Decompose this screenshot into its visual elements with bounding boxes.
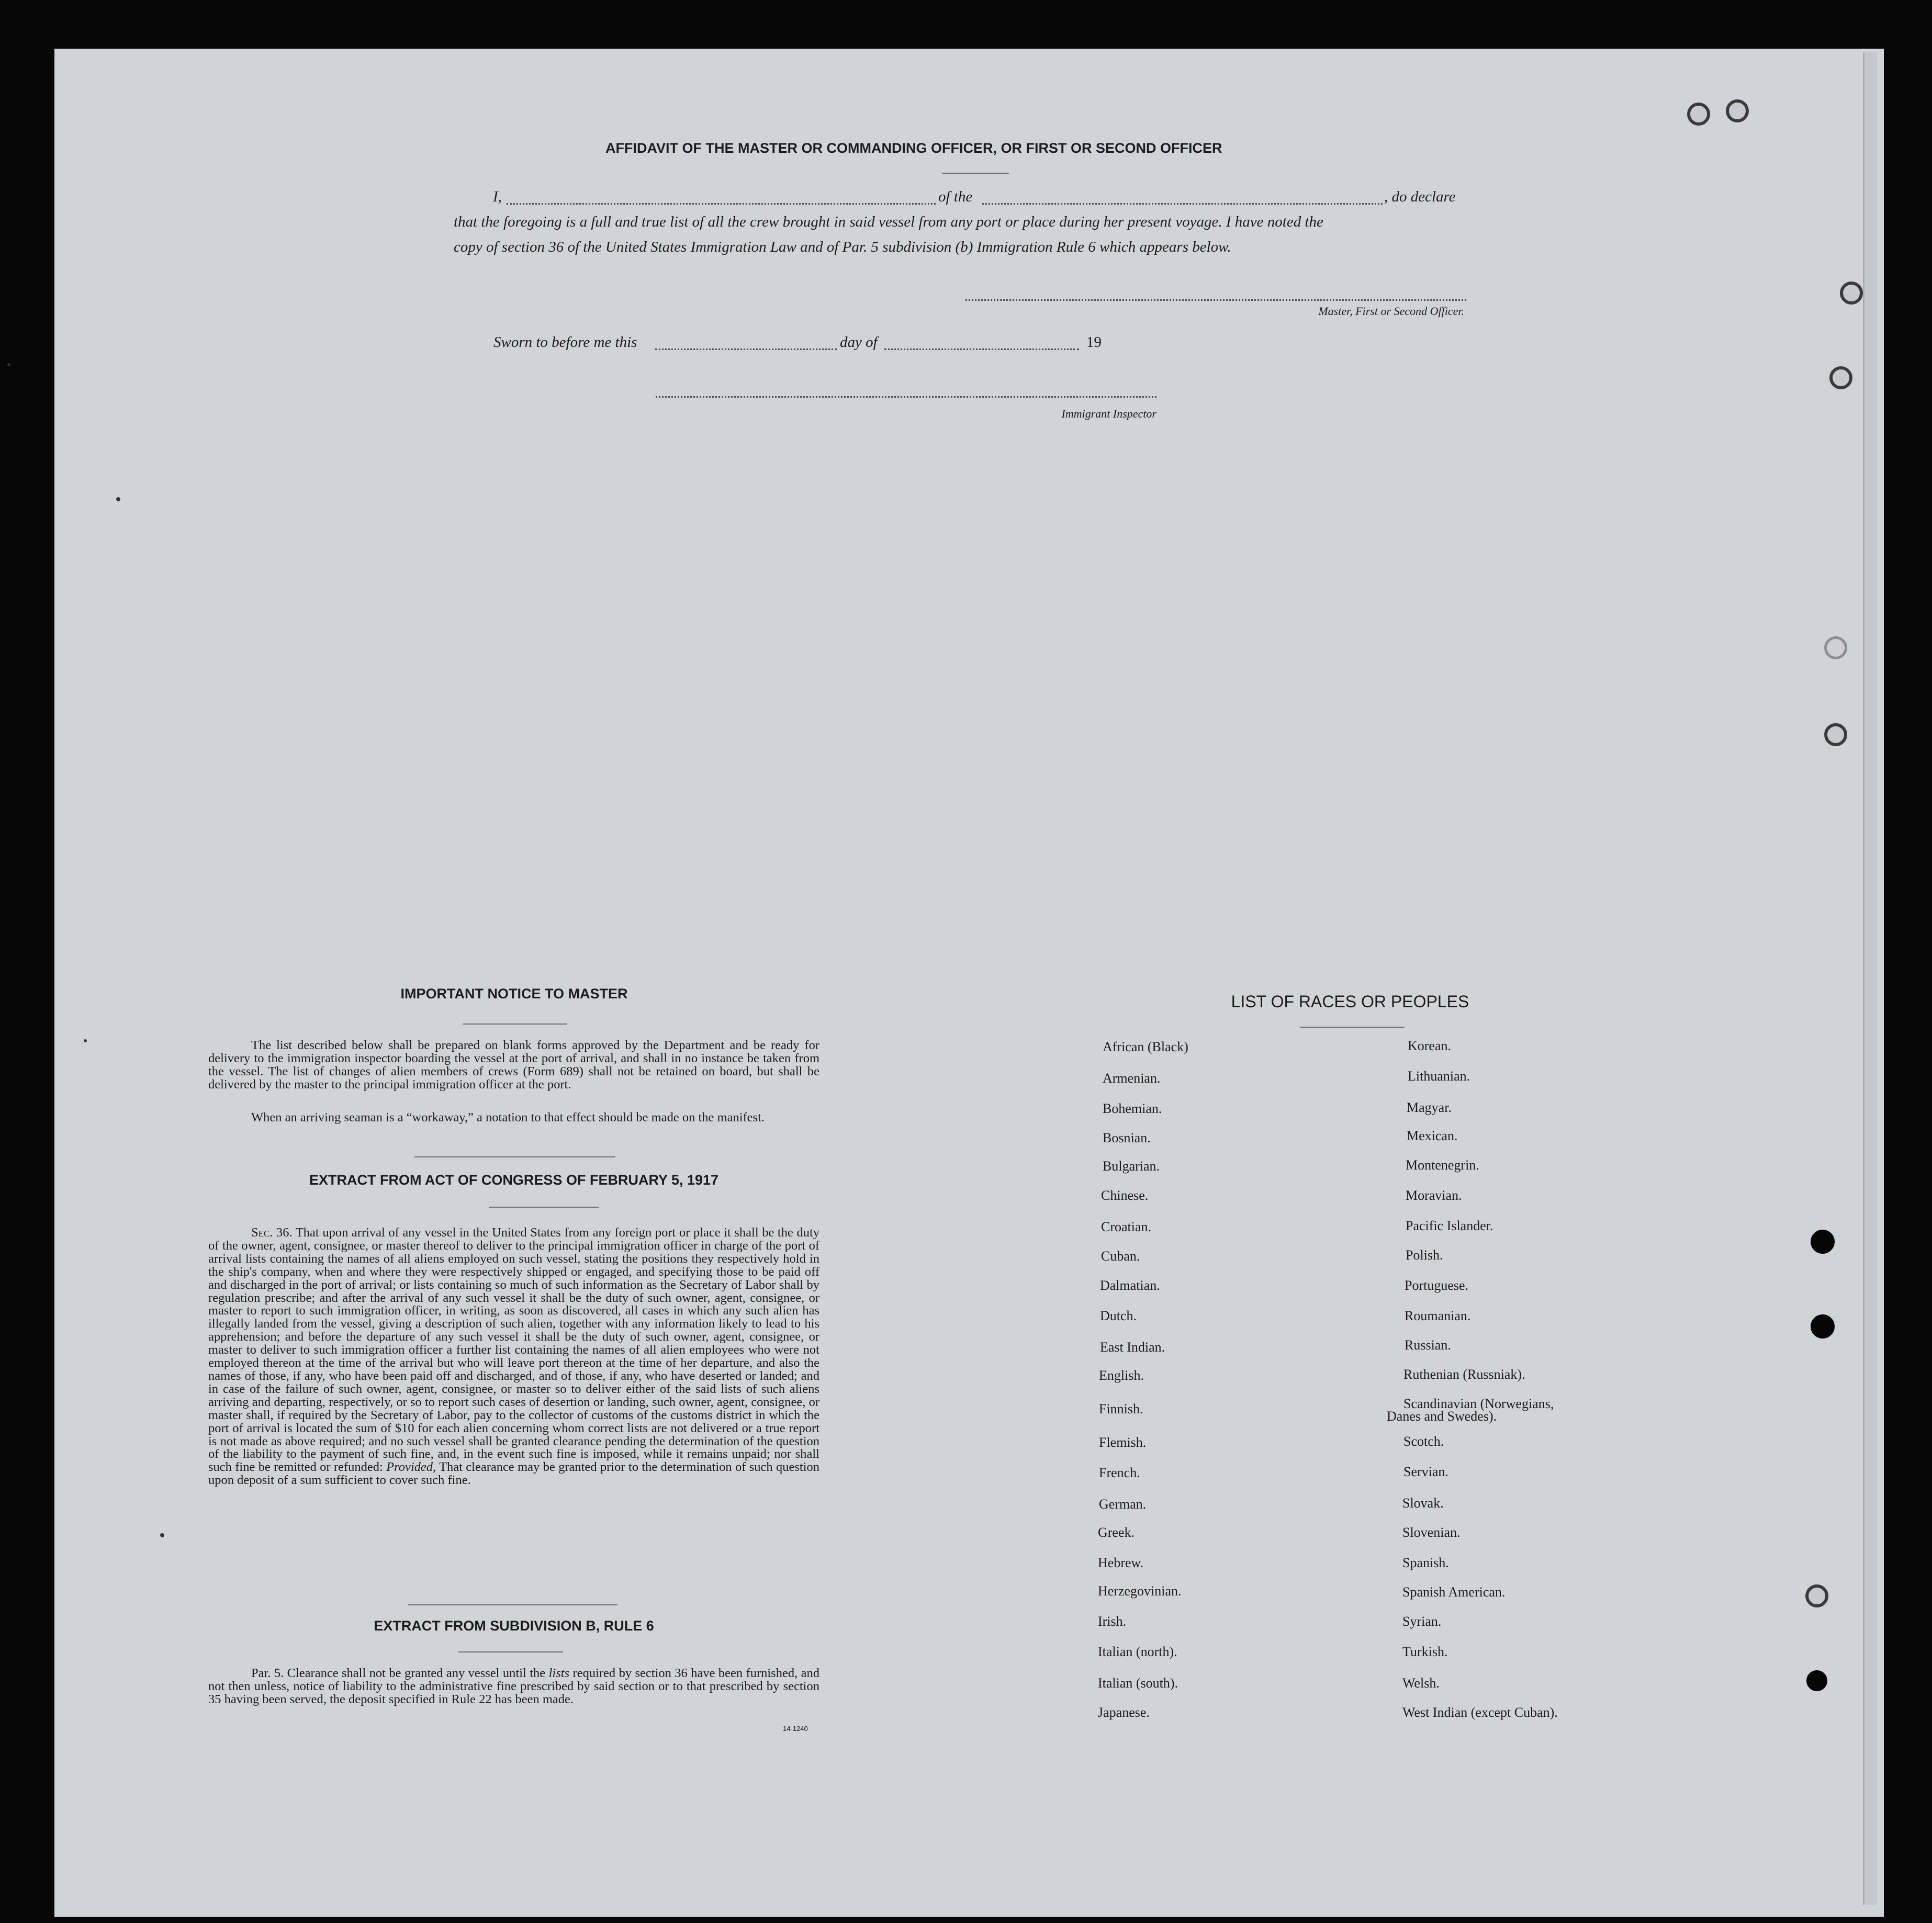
rule-paragraph: [208, 1667, 819, 1706]
rule-text-start: Par. 5. Clearance shall not be granted any vessel until the: [251, 1666, 546, 1680]
race-item: Mexican.: [1407, 1128, 1458, 1143]
race-item: Polish.: [1406, 1247, 1443, 1263]
race-item: Slovak.: [1402, 1495, 1444, 1511]
signature-label: Master, First or Second Officer.: [1318, 305, 1464, 318]
race-item: Spanish.: [1402, 1555, 1449, 1570]
punch-hole: [1806, 1670, 1827, 1691]
race-item: Italian (south).: [1098, 1675, 1178, 1691]
race-item: English.: [1099, 1368, 1144, 1383]
race-item: Irish.: [1098, 1614, 1127, 1629]
affidavit-title: AFFIDAVIT OF THE MASTER OR COMMANDING OFFICER, OR FIRST OR SECOND OFFICER: [605, 140, 1222, 156]
affidavit-line3: copy of section 36 of the United States Immigration Law and of Par. 5 subdivision (b) Immigration Rule 6 which appears below.: [454, 239, 1231, 255]
race-item: Lithuanian.: [1408, 1069, 1470, 1084]
race-item: Turkish.: [1402, 1644, 1448, 1659]
notice-divider: [463, 1024, 567, 1025]
notice-paragraph-1: The list described below shall be prepared on blank forms approved by the Department and be ready for delivery to the immigration inspector boarding the vessel at the port of arrival, and shall in no instance be taken from the vessel. The list of changes of alien members of crews (Form 689) shall not be retained on board, but shall be delivered by the master to the principal immigration officer at the port.: [208, 1038, 819, 1092]
race-item: French.: [1099, 1465, 1140, 1480]
act-text-end: That clearance may be granted prior to the determination of such question upon deposit of a sum sufficient to cover such fine.: [208, 1460, 819, 1488]
race-item: Bohemian.: [1103, 1101, 1162, 1116]
race-item: Korean.: [1408, 1038, 1452, 1053]
punch-hole: [1840, 282, 1863, 305]
punch-hole: [1811, 1314, 1835, 1339]
race-item: Danes and Swedes).: [1387, 1409, 1497, 1424]
race-item: Italian (north).: [1098, 1644, 1177, 1659]
race-item: Hebrew.: [1098, 1555, 1144, 1570]
sworn-day-blank[interactable]: [655, 348, 837, 350]
race-item: Scandinavian (Norwegians,: [1403, 1396, 1554, 1411]
act-section-36: [208, 1227, 819, 1487]
race-item: Syrian.: [1402, 1614, 1442, 1629]
race-item: Dutch.: [1100, 1308, 1137, 1323]
affidavit-line2: that the foregoing is a full and true list of all the crew brought in said vessel from any port or place during her present voyage. I have noted the: [454, 213, 1323, 230]
rule-title: EXTRACT FROM SUBDIVISION B, RULE 6: [374, 1618, 654, 1634]
race-item: Russian.: [1405, 1337, 1451, 1353]
race-item: Dalmatian.: [1100, 1278, 1160, 1293]
sworn-year: 19: [1086, 334, 1102, 351]
race-item: Montenegrin.: [1406, 1157, 1479, 1173]
race-item: Croatian.: [1101, 1219, 1152, 1234]
speck: [160, 1533, 164, 1537]
punch-hole: [1687, 103, 1710, 126]
vessel-blank[interactable]: [982, 203, 1383, 205]
race-item: West Indian (except Cuban).: [1402, 1705, 1558, 1720]
race-item: Greek.: [1098, 1525, 1135, 1540]
race-item: East Indian.: [1100, 1340, 1165, 1355]
race-item: Bosnian.: [1103, 1130, 1151, 1145]
sworn-text: Sworn to before me this: [493, 334, 637, 351]
document-page: [54, 49, 1884, 1917]
punch-hole: [1811, 1230, 1835, 1254]
race-item: Servian.: [1403, 1464, 1448, 1479]
sworn-month-blank[interactable]: [884, 348, 1079, 350]
notice-paragraph-2: When an arriving seaman is a “workaway,” a notation to that effect should be made on the manifest.: [251, 1110, 765, 1124]
races-divider: [1300, 1027, 1405, 1028]
speck: [7, 363, 10, 366]
rule-divider: [458, 1651, 563, 1652]
act-text: That upon arrival of any vessel in the United States from any foreign port or place it shall be the duty of the owner, agent, consignee, or master thereof to deliver to the principal immigration officer in charge of the port of arrival lists containing the names of all aliens employed on such vessel, stating the positions they respectively hold in the ship's company, when and where they were respectively shipped or engaged, and specifying those to be paid off and discharged in the port of arrival; or lists containing so much of such information as the Secretary of Labor shall by regulation prescribe; and after the arrival of any such vessel it shall be the duty of such owner, agent, consignee, or master to report to such immigration officer, in writing, as soon as discovered, all cases in which any such alien has illegally landed from the vessel, giving a description of such alien, together with any information likely to lead to his apprehension; and before the departure of any such vessel it shall be the duty of such owner, agent, consignee, or master to deliver to such immigration officer a further list containing the names of all alien employees who were not employed thereon at the time of the arrival but who will leave port thereon at the time of her departure, and also the names of those, if any, who have been paid off and discharged, and of those, if any, who have deserted or landed; and in case of the failure of such owner, agent, consignee, or master so to deliver either of the said lists of such aliens arriving and departing, respectively, or so to report such cases of desertion or landing, such owner, agent, consignee, or master shall, if required by the Secretary of Labor, pay to the collector of customs of the customs district in which the port of arrival is located the sum of $10 for each alien concerning whom correct lists are not delivered or a true report is not made as above required; and no such vessel shall be granted clearance pending the determination of the question of the liability to the payment of such fine, and, in the event such fine is imposed, while it remains unpaid; nor shall such fine be remitted or refunded:: [208, 1225, 819, 1475]
punch-hole: [1824, 723, 1847, 746]
inspector-label: Immigrant Inspector: [1061, 407, 1156, 420]
race-item: Scotch.: [1403, 1434, 1444, 1449]
race-item: Slovenian.: [1402, 1525, 1461, 1540]
act-title: EXTRACT FROM ACT OF CONGRESS OF FEBRUARY 5, 1917: [309, 1172, 719, 1188]
race-item: African (Black): [1103, 1039, 1188, 1054]
race-item: Finnish.: [1099, 1401, 1143, 1416]
form-number: 14-1240: [783, 1725, 808, 1733]
page-edge: [1863, 52, 1877, 1905]
race-item: Spanish American.: [1402, 1584, 1506, 1600]
race-item: Herzegovinian.: [1098, 1583, 1182, 1599]
race-item: Roumanian.: [1405, 1308, 1471, 1323]
race-item: Welsh.: [1402, 1675, 1440, 1691]
section-divider: [408, 1604, 617, 1605]
rule-text-end: required by section 36 have been furnished, and not then unless, notice of liability to the administrative fine prescribed by said section or to that prescribed by section 35 having been served, the deposit specified in Rule 22 has been made.: [208, 1666, 819, 1706]
sworn-day-of: day of: [840, 334, 878, 351]
notice-title: IMPORTANT NOTICE TO MASTER: [400, 986, 628, 1002]
races-title: LIST OF RACES OR PEOPLES: [1231, 992, 1469, 1011]
affidavit-do-declare: , do declare: [1384, 188, 1456, 205]
race-item: German.: [1099, 1497, 1147, 1512]
name-blank[interactable]: [507, 203, 936, 205]
race-item: Magyar.: [1407, 1100, 1452, 1115]
race-item: Cuban.: [1101, 1249, 1140, 1264]
punch-hole: [1824, 636, 1847, 659]
inspector-signature-blank[interactable]: [656, 396, 1156, 398]
title-divider: [942, 173, 1009, 174]
race-item: Moravian.: [1406, 1188, 1462, 1203]
punch-hole: [1726, 99, 1749, 122]
section-divider: [414, 1156, 615, 1157]
signature-blank[interactable]: [965, 299, 1466, 301]
sec-label: Sec. 36.: [251, 1225, 293, 1240]
lists-word: lists: [548, 1666, 570, 1680]
race-item: Portuguese.: [1405, 1278, 1469, 1293]
provided-label: Provided,: [386, 1460, 436, 1475]
race-item: Pacific Islander.: [1406, 1218, 1493, 1233]
affidavit-of-the: of the: [938, 188, 973, 205]
act-divider: [489, 1207, 599, 1208]
race-item: Bulgarian.: [1103, 1159, 1160, 1174]
race-item: Chinese.: [1101, 1188, 1149, 1203]
race-item: Japanese.: [1098, 1705, 1150, 1720]
speck: [84, 1039, 87, 1042]
race-item: Armenian.: [1103, 1071, 1161, 1086]
race-item: Flemish.: [1099, 1435, 1147, 1450]
speck: [116, 497, 120, 501]
punch-hole: [1805, 1584, 1828, 1607]
race-item: Ruthenian (Russniak).: [1403, 1367, 1525, 1382]
affidavit-line-start: I,: [493, 188, 502, 205]
punch-hole: [1829, 366, 1852, 389]
